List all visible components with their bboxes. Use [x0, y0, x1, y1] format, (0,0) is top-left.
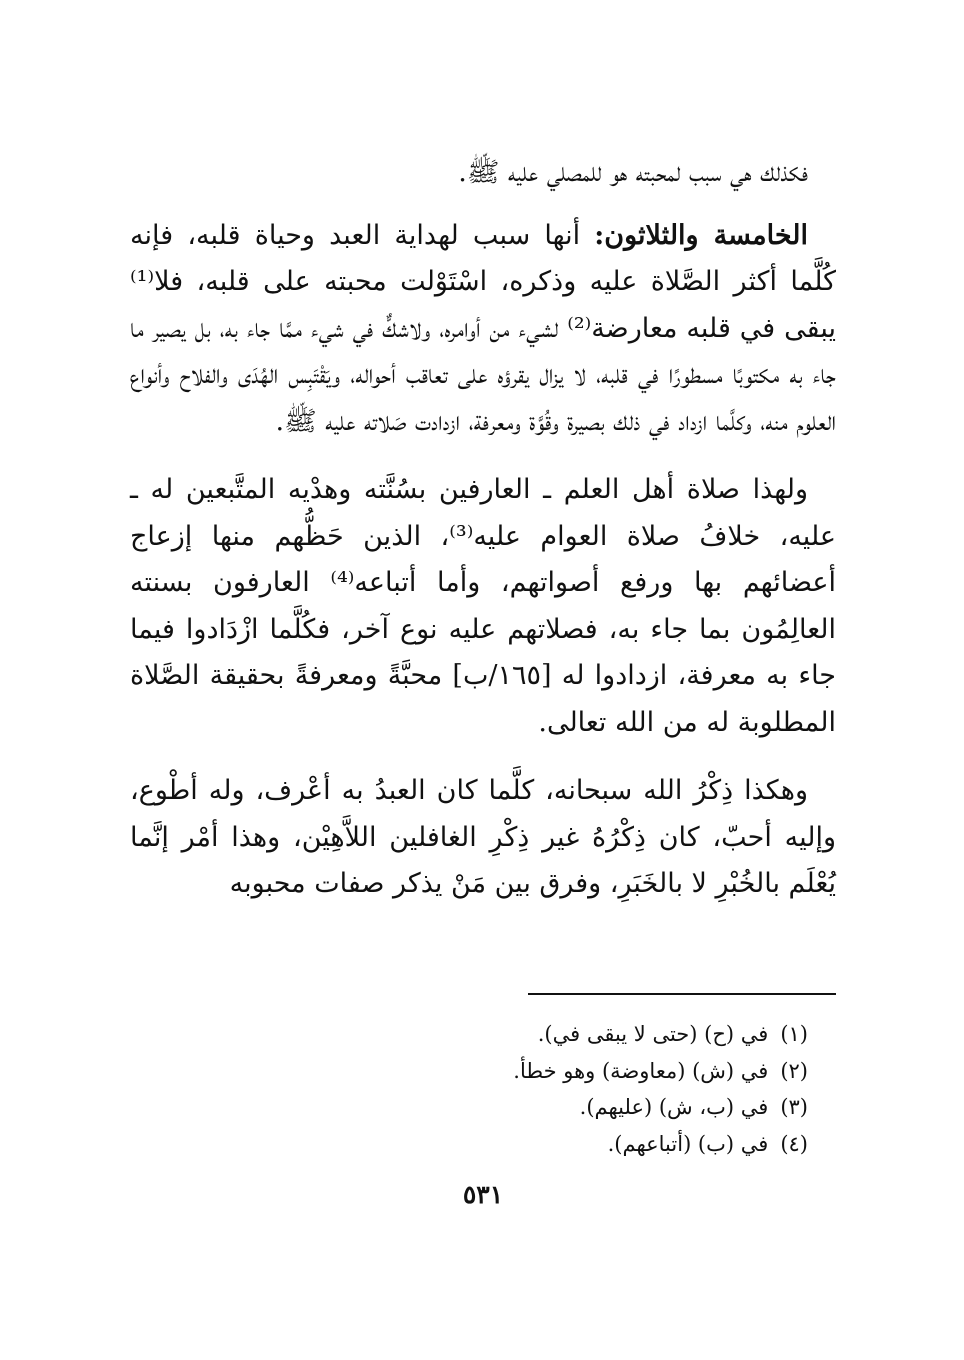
- footnote-1: [130, 1016, 836, 1053]
- page-body: [130, 150, 837, 1209]
- footnote-2: [130, 1053, 836, 1090]
- paragraph-2-text: أنها سبب لهداية العبد وحياة قلبه، فإنه كُلَّما أكثر الصَّلاة عليه وذكره، اسْتَوْلت محبته على قلبه، فلا⁽¹⁾ يبقى في قلبه معارضة⁽²⁾ لشيء من أوامره، ولاشكٌّ في شيء ممَّا جاء به، بل يصير ما جاء به مكتوبًا مسطورًا في قلبه، لا يزال يقرؤه على تعاقب أحواله، ويَقْتَبِس الهُدَى والفلاح وأنواع العلوم منه، وكلَّما ازداد في ذلك بصيرة وقُوَّة ومعرفة، ازدادت صَلاته عليه ﷺ.: [130, 219, 836, 437]
- paragraph-2-lead: الخامسة والثلاثون:: [594, 219, 808, 251]
- paragraph-1-text: فكذلك هي سبب لمحبته هو للمصلي عليه ﷺ.: [458, 157, 808, 188]
- footnote-4-number: (٤): [780, 1131, 808, 1156]
- paragraph-3: [130, 467, 836, 746]
- footnote-3: [130, 1089, 836, 1126]
- page-number: ٥٣١: [462, 1180, 504, 1209]
- paragraph-2: [130, 213, 836, 446]
- footnote-4: [130, 1126, 836, 1163]
- footnote-2-text: في (ش) (معاوضة) وهو خطأ.: [513, 1058, 769, 1083]
- footnote-list: [130, 1016, 836, 1162]
- paragraph-4: [130, 768, 836, 908]
- footnote-3-number: (٣): [780, 1095, 808, 1119]
- paragraph-1: [130, 150, 836, 197]
- footnote-1-text: في (ح) (حتى لا يبقى في).: [537, 1022, 769, 1046]
- paragraph-4-text: وهكذا ذِكْرُ الله سبحانه، كلَّما كان العبدُ به أعْرف، وله أطْوع، وإليه أحبّ، كان ذِكْرُهُ غير ذِكْرِ الغافلين اللاَّهِيْن، وهذا أمْر إنَّما يُعْلَم بالخُبْرِ لا بالخَبَرِ، وفرق بين مَنْ يذكر صفات محبوبه: [130, 775, 836, 899]
- paragraph-3-text: ولهذا صلاة أهل العلم ـ العارفين بسُنَّته وهدْيه المتَّبعين له ـ عليه، خلافُ صلاة العوام عليه⁽³⁾، الذين حَظُّهم منها إزعاج أعضائهم بها ورفع أصواتهم، وأما أتباعه⁽⁴⁾ العارفون بسنته العالِمُون بما جاء به، فصلاتهم عليه نوع آخر، فكُلَّما ازْدَادوا فيما جاء به معرفة، ازدادوا له [١٦٥/ب] محبَّةً ومعرفةً بحقيقة الصَّلاة المطلوبة له من الله تعالى.: [130, 474, 837, 738]
- footnote-3-text: في (ب، ش) (عليهم).: [579, 1095, 769, 1119]
- footnote-divider: [528, 993, 836, 995]
- footnote-2-number: (٢): [780, 1058, 808, 1083]
- footnote-1-number: (١): [780, 1022, 808, 1046]
- footnote-4-text: في (ب) (أتباعهم).: [607, 1131, 769, 1156]
